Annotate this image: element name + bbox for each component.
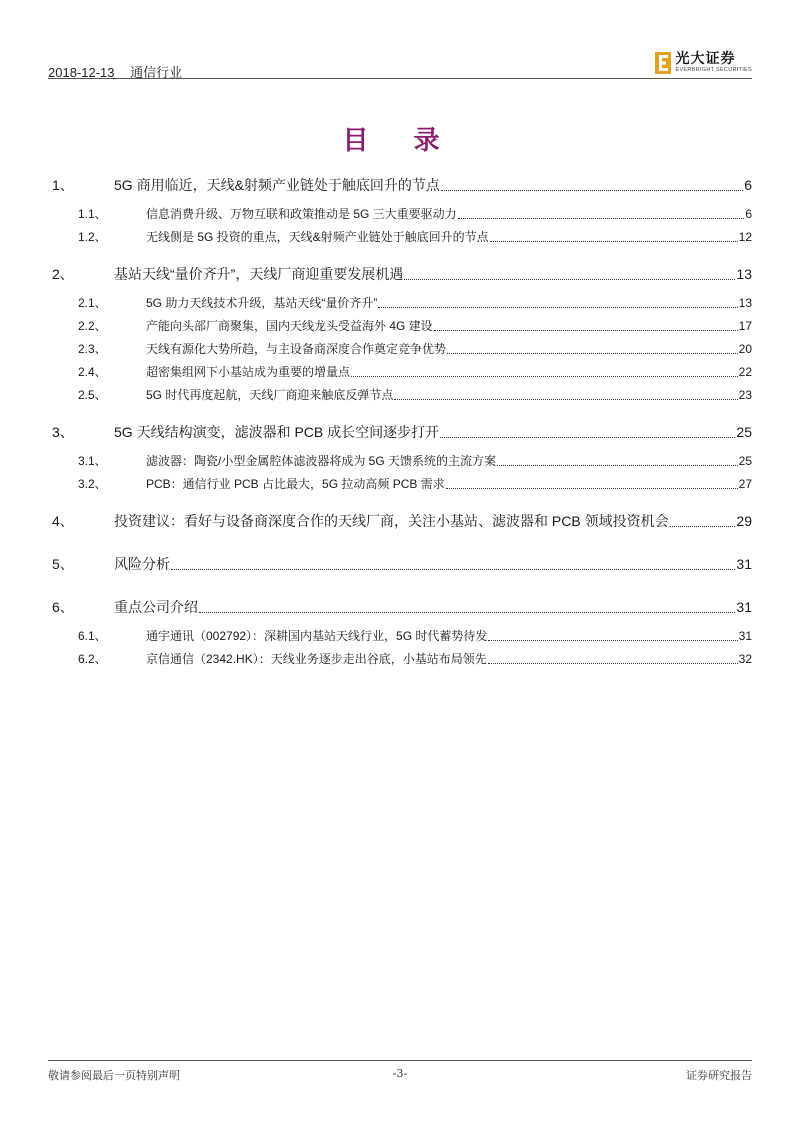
toc-entry-title: 滤波器：陶瓷/小型金属腔体滤波器将成为 5G 天馈系统的主流方案: [146, 454, 497, 468]
toc-entry-title: 5G 助力天线技术升级，基站天线“量价齐升”: [146, 296, 378, 310]
toc-entry-number: 2、: [52, 266, 74, 282]
toc-subsection-entry[interactable]: [52, 384, 752, 407]
toc-entry-number: 5、: [52, 556, 74, 572]
toc-subsection-entry[interactable]: [52, 473, 752, 496]
toc-dot-leader: [490, 241, 738, 242]
toc-entry-number: 1.1、: [78, 207, 107, 221]
toc-entry-page: 25: [736, 424, 752, 440]
toc-entry-title: 产能向头部厂商聚集，国内天线龙头受益海外 4G 建设: [146, 319, 433, 333]
toc-dot-leader: [434, 330, 738, 331]
toc-entry-title: 通宇通讯（002792）：深耕国内基站天线行业，5G 时代蓄势待发: [146, 629, 488, 643]
toc-entry-page: 25: [738, 454, 752, 468]
page-header: [48, 48, 752, 79]
toc-subsection-entry[interactable]: [52, 315, 752, 338]
toc-subsection-entry[interactable]: [52, 648, 752, 671]
toc-entry-title: 投资建议：看好与设备商深度合作的天线厂商，关注小基站、滤波器和 PCB 领域投资机会: [114, 513, 669, 529]
toc-dot-leader: [171, 569, 735, 570]
toc-subsection-entry[interactable]: [52, 203, 752, 226]
toc-entry-number: 6、: [52, 599, 74, 615]
toc-entry-page: 31: [738, 629, 752, 643]
toc-dot-leader: [378, 307, 737, 308]
toc-entry-page: 13: [736, 266, 752, 282]
toc-subsection-entry[interactable]: [52, 226, 752, 249]
toc-dot-leader: [404, 279, 735, 280]
toc-dot-leader: [488, 640, 737, 641]
toc-dot-leader: [441, 190, 743, 191]
toc-entry-title: 京信通信（2342.HK）：天线业务逐步走出谷底，小基站布局领先: [146, 652, 487, 666]
toc-subsection-entry[interactable]: [52, 625, 752, 648]
toc-entry-number: 3.1、: [78, 454, 107, 468]
logo-english-name: EVERBRIGHT SECURITIES: [675, 67, 752, 74]
toc-entry-page: 6: [744, 177, 752, 193]
toc-entry-title: 无线侧是 5G 投资的重点，天线&射频产业链处于触底回升的节点: [146, 230, 489, 244]
toc-entry-title: PCB：通信行业 PCB 占比最大，5G 拉动高频 PCB 需求: [146, 477, 445, 491]
toc-section-entry[interactable]: [52, 590, 752, 625]
toc-dot-leader: [446, 488, 738, 489]
toc-entry-page: 13: [738, 296, 752, 310]
toc-title: 目 录: [342, 126, 458, 156]
toc-entry-title: 超密集组网下小基站成为重要的增量点: [146, 365, 351, 379]
toc-entry-title: 信息消费升级、万物互联和政策推动是 5G 三大重要驱动力: [146, 207, 457, 221]
toc-subsection-entry[interactable]: [52, 338, 752, 361]
toc-dot-leader: [447, 353, 738, 354]
toc-dot-leader: [458, 218, 745, 219]
toc-section-entry[interactable]: [52, 257, 752, 292]
toc-entry-number: 2.2、: [78, 319, 107, 333]
toc-entry-number: 1.2、: [78, 230, 107, 244]
toc-entry-title: 5G 天线结构演变，滤波器和 PCB 成长空间逐步打开: [114, 424, 440, 440]
toc-subsection-entry[interactable]: [52, 292, 752, 315]
toc-entry-number: 3、: [52, 424, 74, 440]
toc-dot-leader: [394, 399, 737, 400]
toc-section-entry[interactable]: [52, 504, 752, 539]
toc-entry-title: 风险分析: [114, 556, 170, 572]
toc-entry-page: 29: [736, 513, 752, 529]
toc-entry-number: 2.5、: [78, 388, 107, 402]
toc-subsection-entry[interactable]: [52, 361, 752, 384]
toc-entry-number: 2.4、: [78, 365, 107, 379]
toc-dot-leader: [199, 612, 735, 613]
toc-entry-number: 2.1、: [78, 296, 107, 310]
toc-section-entry[interactable]: [52, 168, 752, 203]
everbright-logo-icon: [655, 52, 671, 74]
toc-entry-page: 6: [745, 207, 752, 221]
toc-entry-page: 17: [738, 319, 752, 333]
toc-section-entry[interactable]: [52, 547, 752, 582]
toc-entry-number: 4、: [52, 513, 74, 529]
toc-dot-leader: [497, 465, 738, 466]
toc-entry-number: 1、: [52, 177, 74, 193]
toc-entry-number: 6.2、: [78, 652, 107, 666]
table-of-contents: [52, 168, 752, 671]
toc-entry-number: 2.3、: [78, 342, 107, 356]
toc-entry-page: 12: [738, 230, 752, 244]
industry-name: 通信行业: [130, 65, 183, 80]
toc-entry-page: 22: [738, 365, 752, 379]
toc-dot-leader: [670, 526, 736, 527]
toc-entry-title: 重点公司介绍: [114, 599, 198, 615]
toc-entry-number: 6.1、: [78, 629, 107, 643]
toc-entry-page: 23: [738, 388, 752, 402]
header-info: [48, 62, 194, 81]
page-footer: [48, 1060, 752, 1081]
toc-dot-leader: [440, 437, 735, 438]
toc-entry-title: 基站天线“量价齐升”，天线厂商迎重要发展机遇: [114, 266, 404, 282]
toc-entry-page: 20: [738, 342, 752, 356]
toc-entry-page: 31: [736, 556, 752, 572]
toc-entry-title: 天线有源化大势所趋，与主设备商深度合作奠定竞争优势: [146, 342, 447, 356]
toc-entry-page: 31: [736, 599, 752, 615]
logo-chinese-name: 光大证券: [675, 51, 736, 68]
page-number: -3-: [392, 1067, 408, 1080]
report-date: 2018-12-13: [48, 65, 115, 80]
toc-entry-title: 5G 时代再度起航，天线厂商迎来触底反弹节点: [146, 388, 394, 402]
toc-subsection-entry[interactable]: [52, 450, 752, 473]
toc-entry-number: 3.2、: [78, 477, 107, 491]
toc-dot-leader: [488, 663, 738, 664]
toc-dot-leader: [351, 376, 738, 377]
toc-entry-page: 27: [738, 477, 752, 491]
disclaimer-note: 敬请参阅最后一页特别声明: [48, 1069, 180, 1082]
company-logo: [655, 50, 753, 76]
toc-entry-title: 5G 商用临近，天线&射频产业链处于触底回升的节点: [114, 177, 440, 193]
toc-section-entry[interactable]: [52, 415, 752, 450]
report-type: 证券研究报告: [686, 1069, 752, 1082]
toc-entry-page: 32: [738, 652, 752, 666]
